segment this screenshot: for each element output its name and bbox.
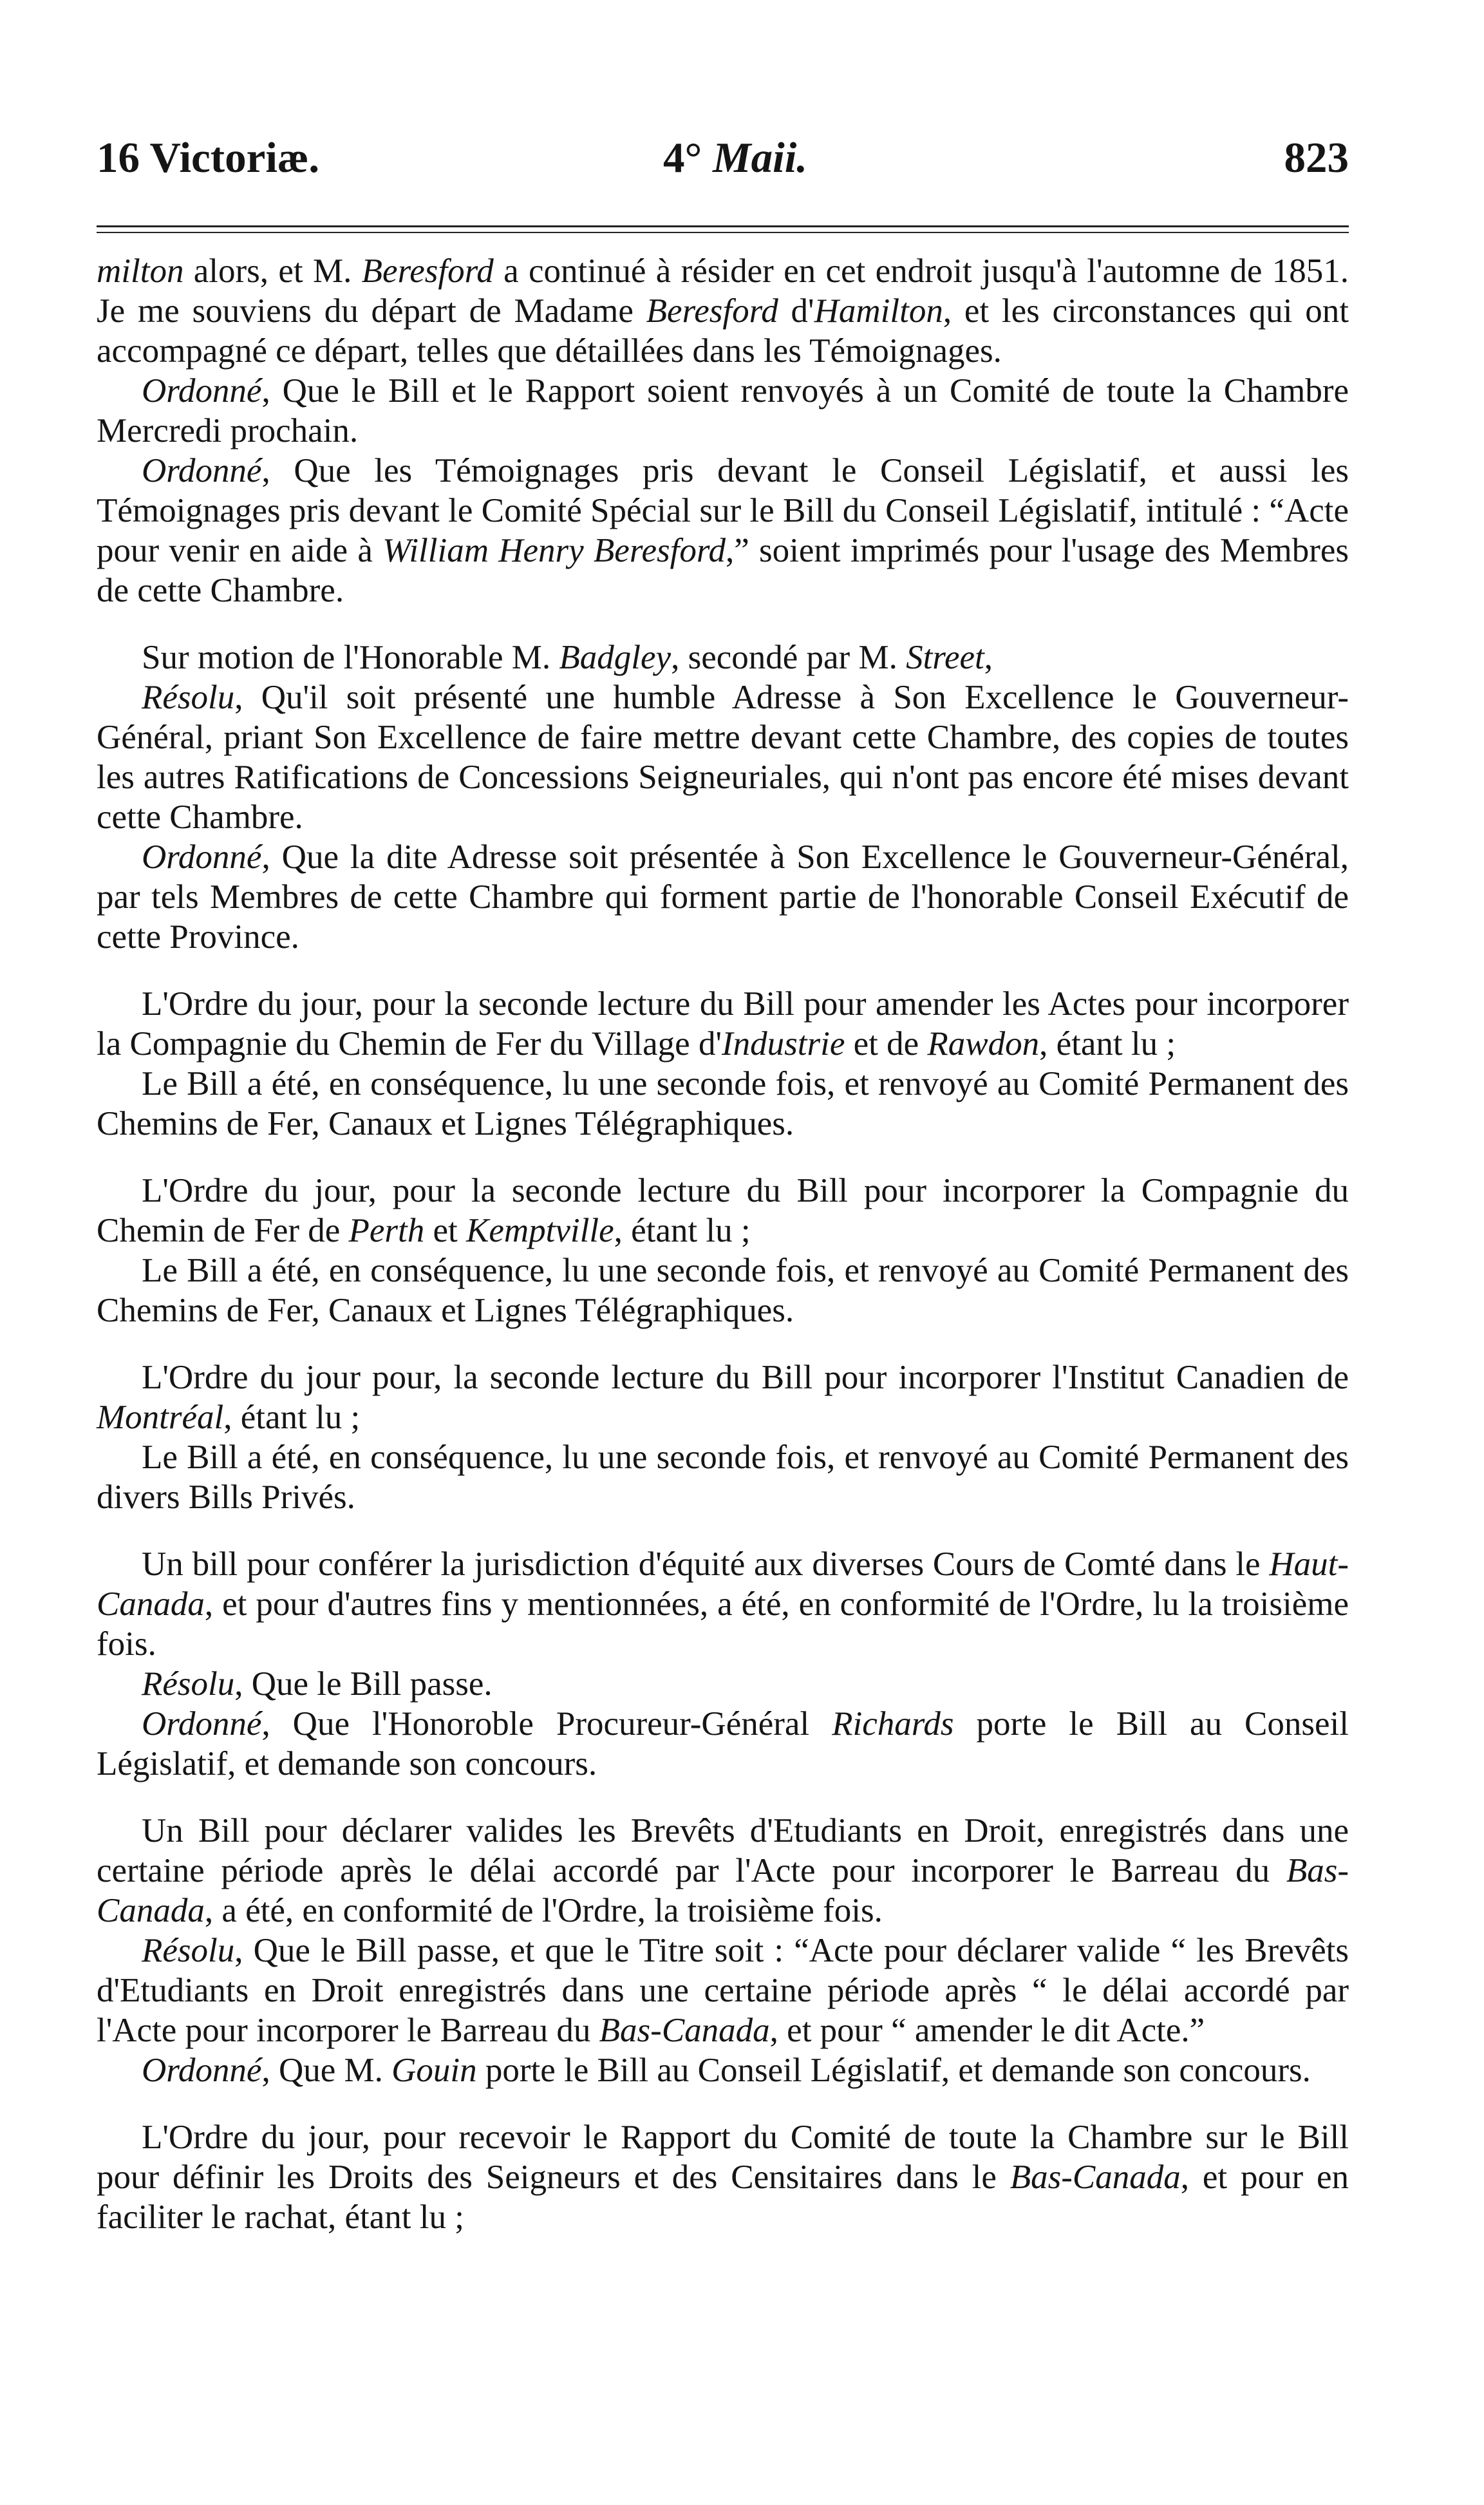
italic-text: Ordonné	[142, 372, 262, 410]
text-run: Le Bill a été, en conséquence, lu une seconde fois, et renvoyé au Comité Permanent des Chemins de Fer, Canaux et Lignes Télégraphiques.	[97, 1065, 1349, 1142]
paragraph-p5	[97, 677, 1349, 837]
text-run: L'Ordre du jour pour, la seconde lecture du Bill pour incorporer l'Institut Canadien de	[142, 1359, 1349, 1396]
text-run: Le Bill a été, en conséquence, lu une seconde fois, et renvoyé au Comité Permanent des Chemins de Fer, Canaux et Lignes Télégraphiques.	[97, 1252, 1349, 1329]
text-run: Le Bill a été, en conséquence, lu une seconde fois, et renvoyé au Comité Permanent des divers Bills Privés.	[97, 1439, 1349, 1516]
italic-text: Rawdon	[927, 1025, 1040, 1063]
text-run: , Que la dite Adresse soit présentée à Son Excellence le Gouverneur-Général, par tels Membres de cette Chambre qui forment partie de l'honorable Conseil Exécutif de cette Province.	[97, 838, 1349, 956]
italic-text: Street	[906, 639, 984, 676]
text-run: a continué à résider en cet endroit jusqu'à l'automne de 1851. Je me souviens du départ de Madame	[97, 252, 1349, 330]
text-run: Un bill pour conférer la jurisdiction d'équité aux diverses Cours de Comté dans le	[142, 1546, 1270, 1583]
italic-text: Bas-Canada	[599, 2012, 770, 2049]
italic-text: Beresford	[361, 252, 494, 290]
italic-text: William Henry Beresford	[382, 532, 726, 569]
text-run: , étant lu ;	[223, 1399, 361, 1436]
text-run: Un Bill pour déclarer valides les Brevêts d'Etudiants en Droit, enregistrés dans une certaine période après le délai accordé par l'Acte pour incorporer le Barreau du	[97, 1812, 1349, 1889]
text-run: , Que le Bill passe.	[234, 1665, 493, 1703]
text-run: , Que le Bill et le Rapport soient renvoyés à un Comité de toute la Chambre Mercredi prochain.	[97, 372, 1349, 449]
italic-text: Résolu	[142, 679, 235, 716]
paragraph-p4	[97, 638, 1349, 677]
italic-text: milton	[97, 252, 184, 290]
text-run: porte le Bill au Conseil Législatif, et demande son concours.	[97, 1705, 1349, 1782]
text-run: , a été, en conformité de l'Ordre, la troisième fois.	[204, 1892, 883, 1929]
italic-text: Résolu	[142, 1932, 235, 1969]
italic-text: Beresford	[646, 292, 778, 330]
paragraph-p9	[97, 1171, 1349, 1251]
italic-text: Badgley	[559, 639, 672, 676]
italic-text: Ordonné	[142, 2052, 262, 2089]
paragraph-p19	[97, 2117, 1349, 2237]
italic-text: Ordonné	[142, 452, 262, 489]
text-run: , et pour “ amender le dit Acte.”	[769, 2012, 1205, 2049]
paragraph-p17	[97, 1931, 1349, 2050]
italic-text: Gouin	[391, 2052, 477, 2089]
page-number: 823	[1284, 134, 1349, 182]
italic-text: Résolu	[142, 1665, 235, 1703]
paragraph-p11	[97, 1357, 1349, 1437]
italic-text: Kemptville	[466, 1212, 614, 1249]
italic-text: Industrie	[722, 1025, 845, 1063]
paragraph-p8	[97, 1064, 1349, 1144]
text-run: , étant lu ;	[1039, 1025, 1176, 1063]
document-body	[97, 251, 1349, 2237]
italic-text: Bas-Canada	[1010, 2159, 1181, 2196]
header-month: Maii.	[713, 134, 808, 182]
italic-text: Ordonné	[142, 1705, 262, 1743]
text-run: , Que le Bill passe, et que le Titre soit : “Acte pour déclarer valide “ les Brevêts d'Etudiants en Droit enregistrés dans une certaine période après “ le délai accordé par l'Acte pour incorporer le Barreau du	[97, 1932, 1349, 2049]
text-run: , et pour d'autres fins y mentionnées, a été, en conformité de l'Ordre, lu la troisième fois.	[97, 1585, 1349, 1663]
paragraph-p2	[97, 371, 1349, 451]
italic-text: Hamilton	[814, 292, 943, 330]
text-run: L'Ordre du jour, pour la seconde lecture du Bill pour incorporer la Compagnie du Chemin de Fer de	[97, 1172, 1349, 1249]
header-day: 4°	[663, 134, 702, 182]
document-page	[97, 129, 1349, 2237]
header-double-rule	[97, 225, 1349, 233]
text-run: , Que les Témoignages pris devant le Conseil Législatif, et aussi les Témoignages pris devant le Comité Spécial sur le Bill du Conseil Législatif, intitulé : “Acte pour venir en aide à	[97, 452, 1349, 569]
paragraph-p3	[97, 451, 1349, 610]
page-header	[97, 129, 1349, 187]
paragraph-p12	[97, 1437, 1349, 1517]
paragraph-p6	[97, 837, 1349, 957]
text-run: ,” soient imprimés pour l'usage des Membres de cette Chambre.	[97, 532, 1349, 609]
header-regnal-year: 16 Victoriæ.	[97, 134, 320, 182]
paragraph-p7	[97, 984, 1349, 1064]
italic-text: Bas-Canada	[97, 1852, 1349, 1929]
paragraph-p16	[97, 1811, 1349, 1931]
paragraph-p18	[97, 2050, 1349, 2090]
text-run: , Qu'il soit présenté une humble Adresse à Son Excellence le Gouverneur-Général, priant Son Excellence de faire mettre devant cette Chambre, des copies de toutes les autres Ratifications de Concessions Seigneuriales, qui n'ont pas encore été mises devant cette Chambre.	[97, 679, 1349, 836]
header-date	[663, 129, 807, 187]
text-run: , Que l'Honoroble Procureur-Général	[261, 1705, 832, 1743]
text-run: , Que M.	[261, 2052, 392, 2089]
text-run: d'	[778, 292, 814, 330]
text-run: porte le Bill au Conseil Législatif, et demande son concours.	[476, 2052, 1311, 2089]
text-run: ,	[984, 639, 993, 676]
italic-text: Montréal	[97, 1399, 224, 1436]
paragraph-p10	[97, 1251, 1349, 1330]
italic-text: Ordonné	[142, 838, 262, 876]
italic-text: Perth	[348, 1212, 425, 1249]
italic-text: Haut-Canada	[97, 1546, 1349, 1623]
paragraph-p15	[97, 1704, 1349, 1784]
text-run: , secondé par M.	[671, 639, 906, 676]
paragraph-p13	[97, 1544, 1349, 1664]
text-run: L'Ordre du jour, pour la seconde lecture du Bill pour amender les Actes pour incorporer la Compagnie du Chemin de Fer du Village d'	[97, 985, 1349, 1063]
text-run: , étant lu ;	[614, 1212, 751, 1249]
paragraph-p1	[97, 251, 1349, 371]
paragraph-p14	[97, 1664, 1349, 1704]
text-run: , et les circonstances qui ont accompagné ce départ, telles que détaillées dans les Témoignages.	[97, 292, 1349, 370]
text-run: alors, et M.	[183, 252, 362, 290]
text-run: , et pour en faciliter le rachat, étant lu ;	[97, 2159, 1349, 2236]
text-run: et de	[845, 1025, 928, 1063]
text-run: Sur motion de l'Honorable M.	[142, 639, 559, 676]
text-run: et	[424, 1212, 467, 1249]
text-run: L'Ordre du jour, pour recevoir le Rapport du Comité de toute la Chambre sur le Bill pour définir les Droits des Seigneurs et des Censitaires dans le	[97, 2119, 1349, 2196]
italic-text: Richards	[832, 1705, 954, 1743]
